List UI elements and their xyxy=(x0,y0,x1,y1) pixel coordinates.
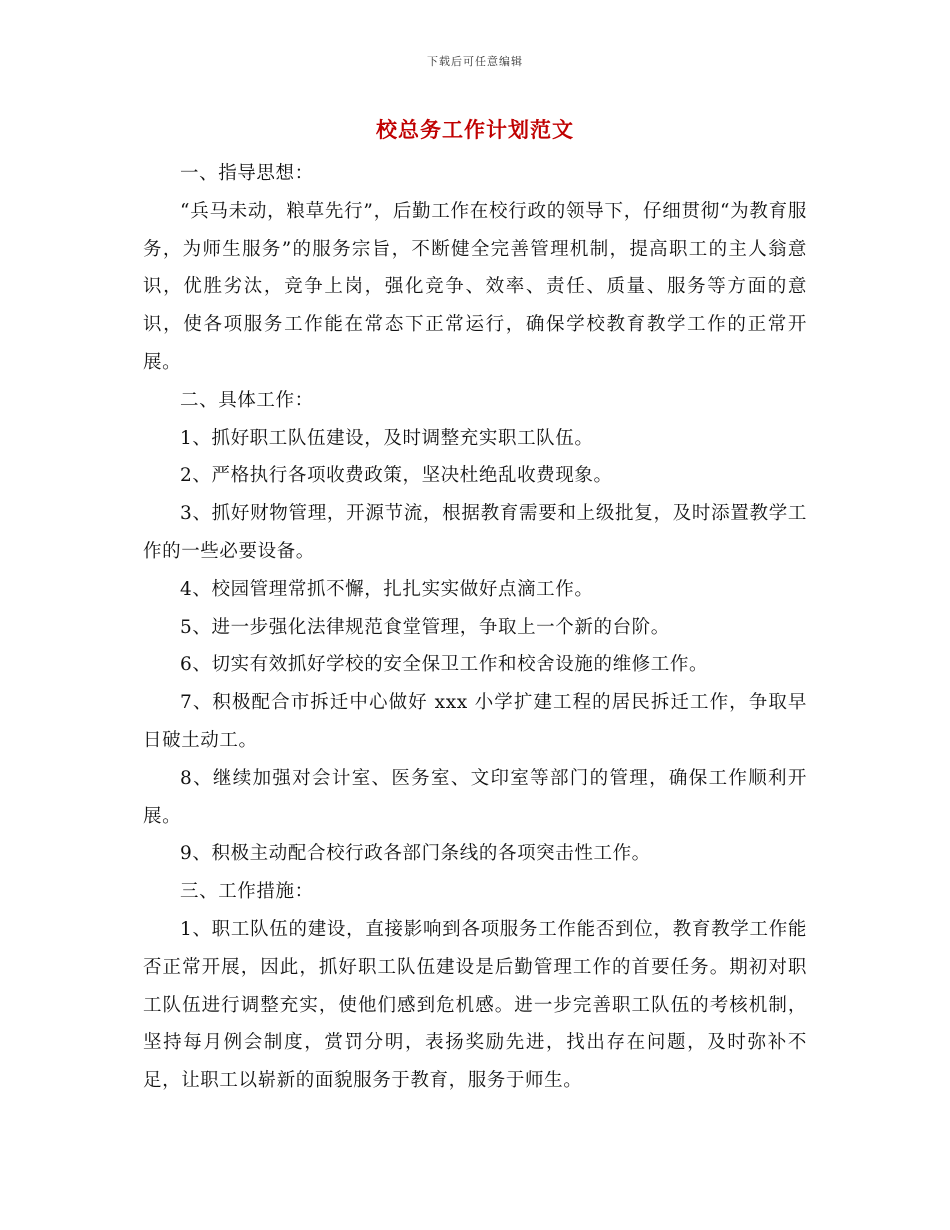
section-heading-specific-work: 二、具体工作： xyxy=(180,389,314,411)
work-item-4: 4、校园管理常抓不懈，扎扎实实做好点滴工作。 xyxy=(180,578,594,600)
work-item-6: 6、切实有效抓好学校的安全保卫工作和校舍设施的维修工作。 xyxy=(180,654,709,676)
section-heading-work-measures: 三、工作措施： xyxy=(180,881,314,903)
header-note: 下载后可任意编辑 xyxy=(427,55,523,68)
section-heading-guiding-thought: 一、指导思想： xyxy=(180,163,314,184)
work-item-2: 2、严格执行各项收费政策，坚决杜绝乱收费现象。 xyxy=(180,465,613,487)
work-item-7: 7、积极配合市拆迁中心做好 xxx 小学扩建工程的居民拆迁工作，争取早日破土动工。 xyxy=(143,692,807,751)
work-item-5: 5、进一步强化法律规范食堂管理，争取上一个新的台阶。 xyxy=(180,616,670,638)
document-body xyxy=(143,155,807,1100)
work-item-3: 3、抓好财物管理，开源节流，根据教育需要和上级批复，及时添置教学工作的一些必要设备。 xyxy=(143,503,807,562)
document-title: 校总务工作计划范文 xyxy=(376,117,574,142)
work-item-1: 1、抓好职工队伍建设，及时调整充实职工队伍。 xyxy=(180,427,594,449)
work-item-9: 9、积极主动配合校行政各部门条线的各项突击性工作。 xyxy=(180,843,651,865)
measure-item-1: 1、职工队伍的建设，直接影响到各项服务工作能否到位，教育教学工作能否正常开展，因此，抓好职工队伍建设是后勤管理工作的首要任务。期初对职工队伍进行调整充实，使他们感到危机感。进一步完善职工队伍的考核机制，坚持每月例会制度，赏罚分明，表扬奖励先进，找出存在问题，及时弥补不足，让职工以崭新的面貌服务于教育，服务于师生。 xyxy=(143,918,807,1092)
work-item-8: 8、继续加强对会计室、医务室、文印室等部门的管理，确保工作顺利开展。 xyxy=(143,767,807,827)
paragraph-guiding-thought: “兵马未动，粮草先行”，后勤工作在校行政的领导下，仔细贯彻“为教育服务，为师生服务”的服务宗旨，不断健全完善管理机制，提高职工的主人翁意识，优胜劣汰，竞争上岗，强化竞争、效率、责任、质量、服务等方面的意识，使各项服务工作能在常态下正常运行，确保学校教育教学工作的正常开展。 xyxy=(143,200,807,373)
